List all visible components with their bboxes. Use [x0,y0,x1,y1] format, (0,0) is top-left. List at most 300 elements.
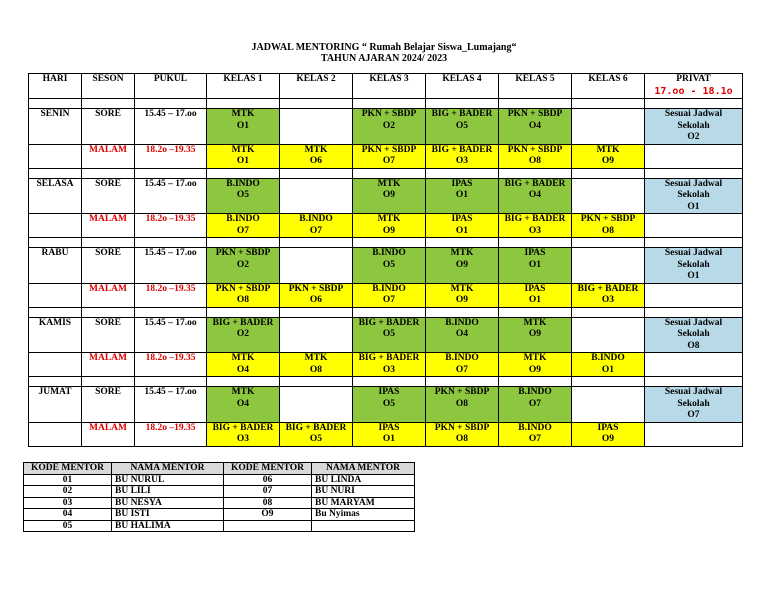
mentor-code: O5 [455,120,469,131]
mentor-code: O1 [236,120,250,131]
header-kelas-3: KELAS 3 [353,74,426,99]
session-time: 15.45 – 17.oo [135,387,207,423]
privat-line: Sekolah [677,329,710,339]
privat-line: O8 [687,340,700,351]
privat-cell-empty [645,144,743,168]
spacer-cell [280,377,353,387]
subject: B.INDO [518,422,552,433]
mentor-code: O5 [382,329,396,339]
spacer-cell [207,99,280,109]
class-cell-kelas-2 [280,387,353,423]
class-cell-kelas-3 [353,283,426,307]
mentor-code: 03 [24,497,112,509]
mentor-code: O8 [455,398,469,409]
header-privat-time: 17.oo - 18.1o [654,85,733,97]
mentor-code: O8 [455,434,469,444]
subject: B.INDO [591,353,625,363]
class-cell-kelas-2 [280,283,353,307]
mentor-table [23,462,415,532]
mentor-code: O1 [455,225,469,236]
mentor-code: 05 [24,520,112,532]
privat-line: O1 [687,271,700,281]
class-cell-kelas-4 [426,214,499,238]
mentor-code: 02 [24,486,112,498]
mentor-code: O4 [455,329,469,339]
class-cell-kelas-2 [280,248,353,284]
subject: IPAS [524,283,546,294]
class-cell-kelas-6 [572,387,645,423]
mentor-code: O7 [382,295,396,305]
subject: IPAS [451,214,473,224]
header-privat [645,74,743,99]
class-cell-kelas-4 [426,109,499,145]
class-cell-kelas-3 [353,144,426,168]
session-name: SORE [82,109,135,145]
mentor-header-nama: NAMA MENTOR [112,463,224,475]
class-cell-kelas-4 [426,317,499,353]
spacer-cell [207,238,280,248]
class-cell-kelas-5 [499,214,572,238]
session-name: SORE [82,248,135,284]
mentor-header-kode: KODE MENTOR [24,463,112,475]
header-seson: SESON [82,74,135,99]
privat-line: Sekolah [677,190,710,200]
day-name: KAMIS [29,317,82,353]
privat-cell-empty [645,422,743,446]
mentor-code: O4 [236,364,250,375]
mentor-header-row [24,463,415,475]
spacer-cell [207,307,280,317]
privat-line: Sesuai Jadwal [664,178,723,189]
class-cell-kelas-6 [572,109,645,145]
header-kelas-4: KELAS 4 [426,74,499,99]
session-name: MALAM [82,353,135,377]
subject: PKN + SBDP [215,248,271,258]
privat-line: Sesuai Jadwal [664,109,723,119]
mentor-code: O6 [309,295,323,305]
mentor-code: O9 [601,156,615,166]
privat-line: Sekolah [677,120,710,131]
spacer-cell [353,99,426,109]
mentor-code: O7 [528,398,542,409]
subject: BIG + BADER [212,422,274,433]
spacer-row [29,377,743,387]
session-name: MALAM [82,144,135,168]
privat-line: Sekolah [677,398,710,409]
mentor-name: BU LINDA [312,474,415,486]
spacer-cell [645,168,743,178]
mentor-code: 08 [224,497,312,509]
mentor-code: O1 [455,190,469,200]
spacer-cell [280,307,353,317]
session-time: 15.45 – 17.oo [135,109,207,145]
spacer-row [29,99,743,109]
subject: MTK [450,248,474,258]
mentor-code: O1 [601,364,615,375]
mentor-code: O3 [528,225,542,236]
spacer-cell [135,307,207,317]
subject: PKN + SBDP [507,109,563,119]
class-cell-kelas-4 [426,387,499,423]
schedule-table [28,73,743,447]
mentor-code: O9 [224,509,312,521]
mentor-name: BU MARYAM [312,497,415,509]
spacer-cell [135,168,207,178]
mentor-code: O7 [528,434,542,444]
class-cell-kelas-3 [353,109,426,145]
mentor-code: O7 [236,225,250,236]
mentor-code: O7 [309,225,323,236]
schedule-row-selasa-sore [29,178,743,214]
privat-cell-empty [645,353,743,377]
subject: BIG + BADER [285,422,347,433]
mentor-header-kode: KODE MENTOR [224,463,312,475]
session-time: 18.2o –19.35 [135,353,207,377]
mentor-row [24,520,415,532]
subject: MTK [523,353,547,363]
subject: B.INDO [445,353,479,363]
mentor-code: O1 [528,259,542,270]
spacer-cell [82,307,135,317]
schedule-row-rabu-malam [29,283,743,307]
session-time: 15.45 – 17.oo [135,317,207,353]
spacer-cell [353,307,426,317]
class-cell-kelas-1 [207,214,280,238]
spacer-cell [353,168,426,178]
header-hari: HARI [29,74,82,99]
header-pukul: PUKUL [135,74,207,99]
subject: PKN + SBDP [434,422,490,433]
mentor-code: O7 [382,156,396,166]
subject: IPAS [597,422,619,433]
session-name: MALAM [82,283,135,307]
schedule-row-senin-sore [29,109,743,145]
mentor-code: O5 [382,259,396,270]
subject: PKN + SBDP [434,387,490,397]
subject: IPAS [451,178,473,189]
mentor-code: 06 [224,474,312,486]
subject: PKN + SBDP [361,109,417,119]
class-cell-kelas-6 [572,144,645,168]
class-cell-kelas-4 [426,283,499,307]
spacer-cell [207,377,280,387]
spacer-cell [280,99,353,109]
subject: IPAS [378,387,400,397]
class-cell-kelas-4 [426,248,499,284]
mentor-name: BU ISTI [112,509,224,521]
header-kelas-5: KELAS 5 [499,74,572,99]
subject: BIG + BADER [577,283,639,294]
mentor-code: 04 [24,509,112,521]
privat-line: O1 [687,201,700,212]
mentor-code: O8 [236,295,250,305]
class-cell-kelas-1 [207,178,280,214]
class-cell-kelas-4 [426,422,499,446]
subject: B.INDO [372,248,406,258]
privat-cell [645,317,743,353]
spacer-cell [82,99,135,109]
spacer-cell [29,168,82,178]
class-cell-kelas-2 [280,422,353,446]
session-name: SORE [82,387,135,423]
mentor-code: O9 [382,190,396,200]
subject: MTK [596,144,620,155]
session-time: 18.2o –19.35 [135,214,207,238]
spacer-cell [135,99,207,109]
subject: MTK [304,353,328,363]
privat-cell-empty [645,214,743,238]
spacer-cell [426,377,499,387]
header-row [29,74,743,99]
mentor-code: O8 [309,364,323,375]
mentor-code: O8 [601,225,615,236]
subject: BIG + BADER [431,109,493,119]
mentor-row [24,474,415,486]
spacer-cell [645,238,743,248]
class-cell-kelas-5 [499,109,572,145]
privat-line: O2 [687,132,700,142]
spacer-cell [426,168,499,178]
class-cell-kelas-3 [353,353,426,377]
mentor-row [24,509,415,521]
class-cell-kelas-2 [280,214,353,238]
header-kelas-6: KELAS 6 [572,74,645,99]
day-name-empty [29,283,82,307]
class-cell-kelas-2 [280,317,353,353]
spacer-cell [135,377,207,387]
day-name-empty [29,422,82,446]
class-cell-kelas-5 [499,353,572,377]
spacer-cell [572,99,645,109]
class-cell-kelas-4 [426,144,499,168]
spacer-cell [29,307,82,317]
subject: MTK [231,353,255,363]
document-title: JADWAL MENTORING “ Rumah Belajar Siswa_Lumajang“ [251,42,517,53]
subject: PKN + SBDP [580,214,636,224]
spacer-row [29,307,743,317]
spacer-cell [280,168,353,178]
mentor-code: O3 [236,434,250,444]
subject: IPAS [378,422,400,433]
class-cell-kelas-3 [353,178,426,214]
subject: PKN + SBDP [361,144,417,155]
mentor-row [24,486,415,498]
mentor-code [224,520,312,532]
spacer-cell [82,377,135,387]
mentor-name: BU NURUL [112,474,224,486]
spacer-cell [426,307,499,317]
spacer-cell [572,238,645,248]
mentor-name: BU HALIMA [112,520,224,532]
privat-cell [645,178,743,214]
mentor-code: O4 [236,398,250,409]
session-time: 18.2o –19.35 [135,422,207,446]
subject: IPAS [524,248,546,258]
subject: BIG + BADER [504,178,566,189]
schedule-row-selasa-malam [29,214,743,238]
spacer-cell [499,99,572,109]
class-cell-kelas-3 [353,317,426,353]
day-name-empty [29,353,82,377]
subject: B.INDO [299,214,333,224]
mentor-code: O1 [236,156,250,166]
privat-line: Sesuai Jadwal [664,317,723,328]
spacer-cell [82,168,135,178]
subject: B.INDO [445,317,479,328]
schedule-row-rabu-sore [29,248,743,284]
class-cell-kelas-2 [280,178,353,214]
session-name: SORE [82,317,135,353]
session-name: SORE [82,178,135,214]
mentor-code: O2 [236,259,250,270]
class-cell-kelas-1 [207,109,280,145]
subject: PKN + SBDP [507,144,563,155]
subject: MTK [231,109,255,119]
header-kelas-1: KELAS 1 [207,74,280,99]
day-name-empty [29,214,82,238]
privat-line: Sesuai Jadwal [664,387,723,397]
mentor-code: O9 [528,329,542,339]
spacer-cell [499,168,572,178]
spacer-cell [82,238,135,248]
class-cell-kelas-5 [499,422,572,446]
mentor-code: O4 [528,190,542,200]
day-name-empty [29,144,82,168]
mentor-code: O3 [601,295,615,305]
subject: MTK [450,283,474,294]
class-cell-kelas-2 [280,109,353,145]
privat-cell [645,248,743,284]
schedule-row-senin-malam [29,144,743,168]
class-cell-kelas-1 [207,248,280,284]
class-cell-kelas-6 [572,178,645,214]
class-cell-kelas-6 [572,248,645,284]
mentor-name [312,520,415,532]
mentor-name: BU LILI [112,486,224,498]
mentor-code: O1 [382,434,396,444]
spacer-cell [499,377,572,387]
class-cell-kelas-1 [207,422,280,446]
class-cell-kelas-4 [426,353,499,377]
subject: B.INDO [518,387,552,397]
schedule-row-kamis-malam [29,353,743,377]
header-privat-label: PRIVAT [676,74,711,84]
spacer-cell [29,377,82,387]
subject: B.INDO [226,214,260,224]
class-cell-kelas-1 [207,353,280,377]
session-name: MALAM [82,214,135,238]
class-cell-kelas-1 [207,283,280,307]
session-time: 18.2o –19.35 [135,283,207,307]
class-cell-kelas-6 [572,214,645,238]
spacer-cell [645,377,743,387]
subject: MTK [523,317,547,328]
mentor-code: 07 [224,486,312,498]
class-cell-kelas-5 [499,317,572,353]
privat-cell-empty [645,283,743,307]
privat-line: O7 [687,410,700,420]
subject: BIG + BADER [431,144,493,155]
mentor-code: O6 [309,156,323,166]
class-cell-kelas-5 [499,144,572,168]
mentor-code: 01 [24,474,112,486]
class-cell-kelas-2 [280,144,353,168]
mentor-code: O5 [382,398,396,409]
class-cell-kelas-1 [207,144,280,168]
mentor-code: O7 [455,364,469,375]
mentor-code: O9 [528,364,542,375]
subject: MTK [231,387,255,397]
spacer-row [29,238,743,248]
class-cell-kelas-3 [353,387,426,423]
mentor-code: O3 [382,364,396,375]
privat-cell [645,109,743,145]
mentor-code: O5 [309,434,323,444]
subject: MTK [377,178,401,189]
schedule-row-jumat-malam [29,422,743,446]
class-cell-kelas-6 [572,422,645,446]
mentor-code: O9 [455,259,469,270]
spacer-cell [353,238,426,248]
mentor-code: O9 [601,434,615,444]
spacer-cell [572,168,645,178]
spacer-cell [29,99,82,109]
mentor-name: BU NURI [312,486,415,498]
subject: MTK [377,214,401,224]
mentor-code: O1 [528,295,542,305]
privat-line: Sekolah [677,259,710,270]
mentor-row [24,497,415,509]
spacer-cell [572,377,645,387]
class-cell-kelas-2 [280,353,353,377]
subject: MTK [231,144,255,155]
mentor-code: O4 [528,120,542,131]
class-cell-kelas-6 [572,317,645,353]
mentor-code: O9 [382,225,396,236]
subject: B.INDO [372,283,406,294]
class-cell-kelas-3 [353,422,426,446]
spacer-cell [426,238,499,248]
spacer-cell [426,99,499,109]
day-name: SELASA [29,178,82,214]
session-time: 15.45 – 17.oo [135,178,207,214]
spacer-cell [499,307,572,317]
day-name: SENIN [29,109,82,145]
class-cell-kelas-5 [499,248,572,284]
spacer-cell [280,238,353,248]
session-time: 15.45 – 17.oo [135,248,207,284]
privat-cell [645,387,743,423]
class-cell-kelas-6 [572,283,645,307]
subject: BIG + BADER [504,214,566,224]
day-name: JUMAT [29,387,82,423]
subject: BIG + BADER [358,353,420,363]
mentor-name: Bu Nyimas [312,509,415,521]
session-time: 18.2o –19.35 [135,144,207,168]
spacer-cell [29,238,82,248]
class-cell-kelas-3 [353,214,426,238]
privat-line: Sesuai Jadwal [664,248,723,258]
spacer-cell [353,377,426,387]
schedule-row-jumat-sore [29,387,743,423]
subject: B.INDO [226,178,260,189]
class-cell-kelas-3 [353,248,426,284]
spacer-row [29,168,743,178]
subject: PKN + SBDP [215,283,271,294]
subject: BIG + BADER [358,317,420,328]
class-cell-kelas-1 [207,387,280,423]
class-cell-kelas-4 [426,178,499,214]
